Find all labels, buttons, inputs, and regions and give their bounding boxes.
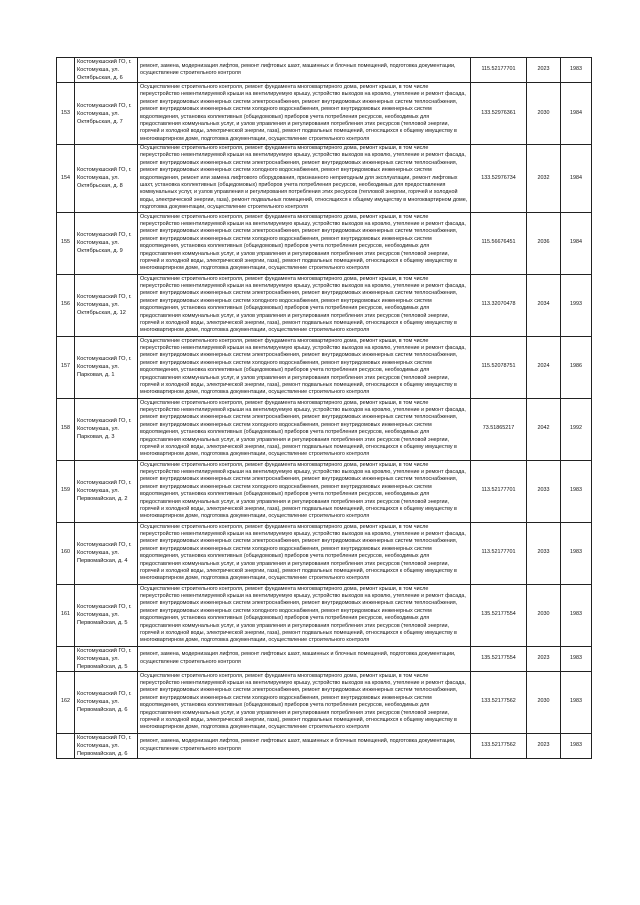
address-cell: Костомукшский ГО, г. Костомукша, ул. Парковая, д. 3 bbox=[75, 398, 138, 460]
built-year-cell: 1984 bbox=[561, 145, 592, 213]
built-year-cell: 1984 bbox=[561, 212, 592, 274]
works-cell: Осуществление строительного контроля, ремонт фундамента многоквартирного дома, ремонт крыши, в том числе переустройство невентилируемой крыши на вентилируемую крышу, устройство выходов на кровлю, утепление и ремонт фасада, ремонт внутридомовых инженерных систем электроснабжения, ремонт внутридомовых инженерных систем теплоснабжения, ремонт внутридомовых инженерных систем холодного водоснабжения, ремонт внутридомовых инженерных систем водоотведения, установка коллективных (общедомовых) приборов учета потребления ресурсов, необходимых для предоставления коммунальных услуг, и узлов управления и регулирования потребления этих ресурсов (тепловой энергии, горячей и холодной воды, электрической энергии, газа), ремонт подвальных помещений, относящихся к общему имуществу в многоквартирном доме, подготовка документации, осуществление строительного контроля bbox=[138, 212, 471, 274]
address-cell: Костомукшский ГО, г. Костомукша, ул. Октябрьская, д. 6 bbox=[75, 58, 138, 83]
address-cell: Костомукшский ГО, г. Костомукша, ул. Октябрьская, д. 12 bbox=[75, 274, 138, 336]
built-year-cell: 1983 bbox=[561, 733, 592, 758]
works-cell: Осуществление строительного контроля, ремонт фундамента многоквартирного дома, ремонт крыши, в том числе переустройство невентилируемой крыши на вентилируемую крышу, устройство выходов на кровлю, утепление и ремонт фасада, ремонт внутридомовых инженерных систем электроснабжения, ремонт внутридомовых инженерных систем теплоснабжения, ремонт внутридомовых инженерных систем холодного водоснабжения, ремонт внутридомовых инженерных систем водоотведения, установка коллективных (общедомовых) приборов учета потребления ресурсов, необходимых для предоставления коммунальных услуг, и узлов управления и регулирования потребления этих ресурсов (тепловой энергии, горячей и холодной воды, электрической энергии, газа), ремонт подвальных помещений, относящихся к общему имуществу в многоквартирном доме, подготовка документации, осуществление строительного контроля bbox=[138, 83, 471, 145]
table-row bbox=[57, 398, 592, 460]
table-body bbox=[57, 58, 592, 759]
works-cell: ремонт, замена, модернизация лифтов, ремонт лифтовых шахт, машинных и блочных помещений, подготовка документации, осуществление строительного контроля bbox=[138, 646, 471, 671]
cadastral-cell: 135.52177554 bbox=[471, 646, 527, 671]
table-row bbox=[57, 460, 592, 522]
address-cell: Костомукшский ГО, г. Костомукша, ул. Первомайская, д. 5 bbox=[75, 584, 138, 646]
address-cell: Костомукшский ГО, г. Костомукша, ул. Первомайская, д. 4 bbox=[75, 522, 138, 584]
cadastral-cell: 133.52976361 bbox=[471, 83, 527, 145]
row-number: 157 bbox=[57, 336, 75, 398]
address-cell: Костомукшский ГО, г. Костомукша, ул. Парковая, д. 1 bbox=[75, 336, 138, 398]
table-row bbox=[57, 145, 592, 213]
row-number: 154 bbox=[57, 145, 75, 213]
works-cell: Осуществление строительного контроля, ремонт фундамента многоквартирного дома, ремонт крыши, в том числе переустройство невентилируемой крыши на вентилируемую крышу, устройство выходов на кровлю, утепление и ремонт фасада, ремонт внутридомовых инженерных систем электроснабжения, ремонт внутридомовых инженерных систем теплоснабжения, ремонт внутридомовых инженерных систем холодного водоснабжения, ремонт внутридомовых инженерных систем водоотведения, установка коллективных (общедомовых) приборов учета потребления ресурсов, необходимых для предоставления коммунальных услуг, и узлов управления и регулирования потребления этих ресурсов (тепловой энергии, горячей и холодной воды, электрической энергии, газа), ремонт подвальных помещений, относящихся к общему имуществу в многоквартирном доме, подготовка документации, осуществление строительного контроля bbox=[138, 274, 471, 336]
year-cell: 2030 bbox=[527, 584, 561, 646]
works-cell: Осуществление строительного контроля, ремонт фундамента многоквартирного дома, ремонт крыши, в том числе переустройство невентилируемой крыши на вентилируемую крышу, устройство выходов на кровлю, утепление и ремонт фасада, ремонт внутридомовых инженерных систем электроснабжения, ремонт внутридомовых инженерных систем теплоснабжения, ремонт внутридомовых инженерных систем холодного водоснабжения, ремонт внутридомовых инженерных систем водоотведения, установка коллективных (общедомовых) приборов учета потребления ресурсов, необходимых для предоставления коммунальных услуг, и узлов управления и регулирования потребления этих ресурсов (тепловой энергии, горячей и холодной воды, электрической энергии, газа), ремонт подвальных помещений, относящихся к общему имуществу в многоквартирном доме, подготовка документации, осуществление строительного контроля bbox=[138, 460, 471, 522]
row-number bbox=[57, 58, 75, 83]
row-number: 155 bbox=[57, 212, 75, 274]
year-cell: 2030 bbox=[527, 671, 561, 733]
row-number: 162 bbox=[57, 671, 75, 733]
year-cell: 2023 bbox=[527, 58, 561, 83]
row-number: 158 bbox=[57, 398, 75, 460]
year-cell: 2023 bbox=[527, 733, 561, 758]
cadastral-cell: 133.52177562 bbox=[471, 671, 527, 733]
table-row bbox=[57, 212, 592, 274]
year-cell: 2033 bbox=[527, 460, 561, 522]
works-cell: Осуществление строительного контроля, ремонт фундамента многоквартирного дома, ремонт крыши, в том числе переустройство невентилируемой крыши на вентилируемую крышу, устройство выходов на кровлю, утепление и ремонт фасада, ремонт внутридомовых инженерных систем электроснабжения, ремонт внутридомовых инженерных систем теплоснабжения, ремонт внутридомовых инженерных систем холодного водоснабжения, ремонт внутридомовых инженерных систем водоотведения, установка коллективных (общедомовых) приборов учета потребления ресурсов, необходимых для предоставления коммунальных услуг, и узлов управления и регулирования потребления этих ресурсов (тепловой энергии, горячей и холодной воды, электрической энергии, газа), ремонт подвальных помещений, относящихся к общему имуществу в многоквартирном доме, подготовка документации, осуществление строительного контроля bbox=[138, 671, 471, 733]
cadastral-cell: 115.52177701 bbox=[471, 58, 527, 83]
table-row bbox=[57, 274, 592, 336]
year-cell: 2034 bbox=[527, 274, 561, 336]
built-year-cell: 1983 bbox=[561, 584, 592, 646]
address-cell: Костомукшский ГО, г. Костомукша, ул. Октябрьская, д. 7 bbox=[75, 83, 138, 145]
works-cell: Осуществление строительного контроля, ремонт фундамента многоквартирного дома, ремонт крыши, в том числе переустройство невентилируемой крыши на вентилируемую крышу, устройство выходов на кровлю, утепление и ремонт фасада, ремонт внутридомовых инженерных систем электроснабжения, ремонт внутридомовых инженерных систем теплоснабжения, ремонт внутридомовых инженерных систем холодного водоснабжения, ремонт внутридомовых инженерных систем водоотведения, ремонт или замена лифтового оборудования, признанного непригодным для эксплуатации, ремонт лифтовых шахт, установка коллективных (общедомовых) приборов учета потребления ресурсов, необходимых для предоставления коммунальных услуг, и узлов управления и регулирования потребления этих ресурсов (тепловой энергии, горячей и холодной воды, электрической энергии, газа), ремонт подвальных помещений, относящихся к общему имуществу в многоквартирном доме, подготовка документации, осуществление строительного контроля bbox=[138, 145, 471, 213]
built-year-cell: 1983 bbox=[561, 646, 592, 671]
cadastral-cell: 133.52976734 bbox=[471, 145, 527, 213]
cadastral-cell: 113.32070478 bbox=[471, 274, 527, 336]
year-cell: 2024 bbox=[527, 336, 561, 398]
row-number bbox=[57, 646, 75, 671]
cadastral-cell: 115.52078751 bbox=[471, 336, 527, 398]
built-year-cell: 1986 bbox=[561, 336, 592, 398]
works-cell: ремонт, замена, модернизация лифтов, ремонт лифтовых шахт, машинных и блочных помещений, подготовка документации, осуществление строительного контроля bbox=[138, 733, 471, 758]
table-row bbox=[57, 58, 592, 83]
year-cell: 2033 bbox=[527, 522, 561, 584]
row-number: 156 bbox=[57, 274, 75, 336]
built-year-cell: 1983 bbox=[561, 460, 592, 522]
built-year-cell: 1984 bbox=[561, 83, 592, 145]
address-cell: Костомукшский ГО, г. Костомукша, ул. Первомайская, д. 5 bbox=[75, 646, 138, 671]
address-cell: Костомукшский ГО, г. Костомукша, ул. Первомайская, д. 2 bbox=[75, 460, 138, 522]
table-row bbox=[57, 522, 592, 584]
works-cell: Осуществление строительного контроля, ремонт фундамента многоквартирного дома, ремонт крыши, в том числе переустройство невентилируемой крыши на вентилируемую крышу, устройство выходов на кровлю, утепление и ремонт фасада, ремонт внутридомовых инженерных систем электроснабжения, ремонт внутридомовых инженерных систем теплоснабжения, ремонт внутридомовых инженерных систем холодного водоснабжения, ремонт внутридомовых инженерных систем водоотведения, установка коллективных (общедомовых) приборов учета потребления ресурсов, необходимых для предоставления коммунальных услуг, и узлов управления и регулирования потребления этих ресурсов (тепловой энергии, горячей и холодной воды, электрической энергии, газа), ремонт подвальных помещений, относящихся к общему имуществу в многоквартирном доме, подготовка документации, осуществление строительного контроля bbox=[138, 522, 471, 584]
table-row bbox=[57, 646, 592, 671]
address-cell: Костомукшский ГО, г. Костомукша, ул. Первомайская, д. 6 bbox=[75, 671, 138, 733]
works-cell: ремонт, замена, модернизация лифтов, ремонт лифтовых шахт, машинных и блочных помещений, подготовка документации, осуществление строительного контроля bbox=[138, 58, 471, 83]
cadastral-cell: 73.51865217 bbox=[471, 398, 527, 460]
built-year-cell: 1992 bbox=[561, 398, 592, 460]
row-number: 160 bbox=[57, 522, 75, 584]
row-number bbox=[57, 733, 75, 758]
housing-repair-table bbox=[56, 57, 592, 759]
built-year-cell: 1983 bbox=[561, 522, 592, 584]
year-cell: 2030 bbox=[527, 83, 561, 145]
built-year-cell: 1983 bbox=[561, 58, 592, 83]
address-cell: Костомукшский ГО, г. Костомукша, ул. Октябрьская, д. 8 bbox=[75, 145, 138, 213]
year-cell: 2042 bbox=[527, 398, 561, 460]
cadastral-cell: 133.52177562 bbox=[471, 733, 527, 758]
row-number: 159 bbox=[57, 460, 75, 522]
year-cell: 2036 bbox=[527, 212, 561, 274]
built-year-cell: 1993 bbox=[561, 274, 592, 336]
table-row bbox=[57, 733, 592, 758]
cadastral-cell: 135.52177554 bbox=[471, 584, 527, 646]
table-row bbox=[57, 336, 592, 398]
year-cell: 2032 bbox=[527, 145, 561, 213]
address-cell: Костомукшский ГО, г. Костомукша, ул. Октябрьская, д. 9 bbox=[75, 212, 138, 274]
year-cell: 2023 bbox=[527, 646, 561, 671]
cadastral-cell: 113.52177701 bbox=[471, 522, 527, 584]
cadastral-cell: 113.52177701 bbox=[471, 460, 527, 522]
row-number: 161 bbox=[57, 584, 75, 646]
works-cell: Осуществление строительного контроля, ремонт фундамента многоквартирного дома, ремонт крыши, в том числе переустройство невентилируемой крыши на вентилируемую крышу, устройство выходов на кровлю, утепление и ремонт фасада, ремонт внутридомовых инженерных систем электроснабжения, ремонт внутридомовых инженерных систем теплоснабжения, ремонт внутридомовых инженерных систем холодного водоснабжения, ремонт внутридомовых инженерных систем водоотведения, установка коллективных (общедомовых) приборов учета потребления ресурсов, необходимых для предоставления коммунальных услуг, и узлов управления и регулирования потребления этих ресурсов (тепловой энергии, горячей и холодной воды, электрической энергии, газа), ремонт подвальных помещений, относящихся к общему имуществу в многоквартирном доме, подготовка документации, осуществление строительного контроля bbox=[138, 584, 471, 646]
works-cell: Осуществление строительного контроля, ремонт фундамента многоквартирного дома, ремонт крыши, в том числе переустройство невентилируемой крыши на вентилируемую крышу, устройство выходов на кровлю, утепление и ремонт фасада, ремонт внутридомовых инженерных систем электроснабжения, ремонт внутридомовых инженерных систем теплоснабжения, ремонт внутридомовых инженерных систем холодного водоснабжения, ремонт внутридомовых инженерных систем водоотведения, установка коллективных (общедомовых) приборов учета потребления ресурсов, необходимых для предоставления коммунальных услуг, и узлов управления и регулирования потребления этих ресурсов (тепловой энергии, горячей и холодной воды, электрической энергии, газа), ремонт подвальных помещений, относящихся к общему имуществу в многоквартирном доме, подготовка документации, осуществление строительного контроля bbox=[138, 336, 471, 398]
table-row bbox=[57, 584, 592, 646]
table-row bbox=[57, 671, 592, 733]
address-cell: Костомукшский ГО, г. Костомукша, ул. Первомайская, д. 6 bbox=[75, 733, 138, 758]
works-cell: Осуществление строительного контроля, ремонт фундамента многоквартирного дома, ремонт крыши, в том числе переустройство невентилируемой крыши на вентилируемую крышу, устройство выходов на кровлю, утепление и ремонт фасада, ремонт внутридомовых инженерных систем электроснабжения, ремонт внутридомовых инженерных систем теплоснабжения, ремонт внутридомовых инженерных систем холодного водоснабжения, ремонт внутридомовых инженерных систем водоотведения, установка коллективных (общедомовых) приборов учета потребления ресурсов, необходимых для предоставления коммунальных услуг, и узлов управления и регулирования потребления этих ресурсов (тепловой энергии, горячей и холодной воды, электрической энергии, газа), ремонт подвальных помещений, относящихся к общему имуществу в многоквартирном доме, подготовка документации, осуществление строительного контроля bbox=[138, 398, 471, 460]
built-year-cell: 1983 bbox=[561, 671, 592, 733]
table-row bbox=[57, 83, 592, 145]
cadastral-cell: 115.56676451 bbox=[471, 212, 527, 274]
row-number: 153 bbox=[57, 83, 75, 145]
